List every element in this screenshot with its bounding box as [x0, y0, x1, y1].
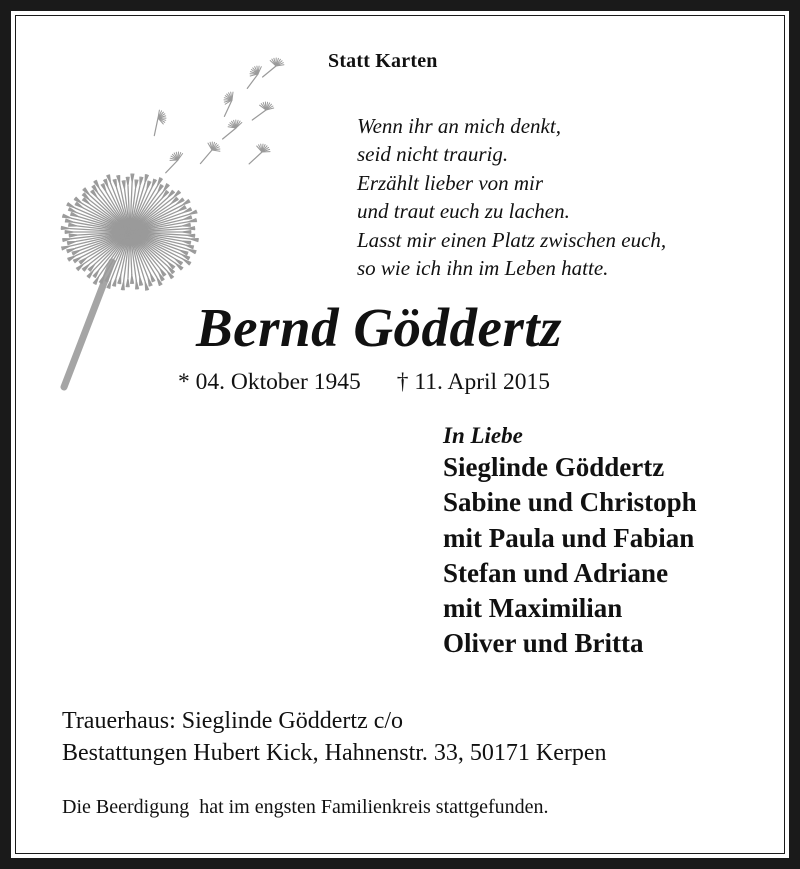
signatory-line: Oliver und Britta	[443, 628, 644, 659]
poem-line: seid nicht traurig.	[357, 142, 509, 167]
dandelion-seed-icon	[200, 142, 220, 164]
funeral-note: Die Beerdigung hat im engsten Familienkreis stattgefunden.	[62, 796, 549, 818]
birth-date: * 04. Oktober 1945	[178, 369, 361, 395]
signatory-line: mit Maximilian	[443, 593, 623, 624]
poem-line: so wie ich ihn im Leben hatte.	[357, 256, 609, 281]
dandelion-seed-icon	[263, 58, 284, 77]
signatory-line: Sieglinde Göddertz	[443, 452, 665, 482]
mourning-house-line2: Bestattungen Hubert Kick, Hahnenstr. 33, 50171 Kerpen	[62, 740, 607, 766]
dandelion-seed-icon	[224, 92, 233, 116]
dandelion-seed-icon	[249, 144, 270, 164]
mourning-house-line1: Trauerhaus: Sieglinde Göddertz c/o	[62, 708, 404, 734]
signatory-line: mit Paula und Fabian	[443, 522, 695, 553]
poem-line: Lasst mir einen Platz zwischen euch,	[357, 227, 667, 252]
signatory-line: Stefan und Adriane	[443, 557, 669, 588]
poem-line: Wenn ihr an mich denkt,	[357, 114, 561, 138]
dandelion-seed-icon	[252, 102, 273, 120]
dandelion-seed-icon	[247, 66, 261, 88]
dandelion-seed-icon	[166, 152, 183, 173]
signatories-intro: In Liebe	[443, 423, 523, 448]
poem-line: Erzählt lieber von mir	[357, 170, 544, 195]
poem	[357, 112, 666, 282]
signatory-line: Sabine und Christoph	[443, 487, 697, 518]
mourning-house	[62, 705, 607, 769]
dandelion-seed-icon	[154, 110, 166, 136]
dandelion-seed-icon	[223, 120, 242, 139]
death-date: † 11. April 2015	[396, 369, 550, 395]
header-title: Statt Karten	[328, 50, 438, 72]
life-dates	[178, 369, 550, 396]
deceased-name: Bernd Göddertz	[196, 297, 563, 358]
poem-line: und traut euch zu lachen.	[357, 199, 570, 224]
signatories	[443, 422, 697, 662]
